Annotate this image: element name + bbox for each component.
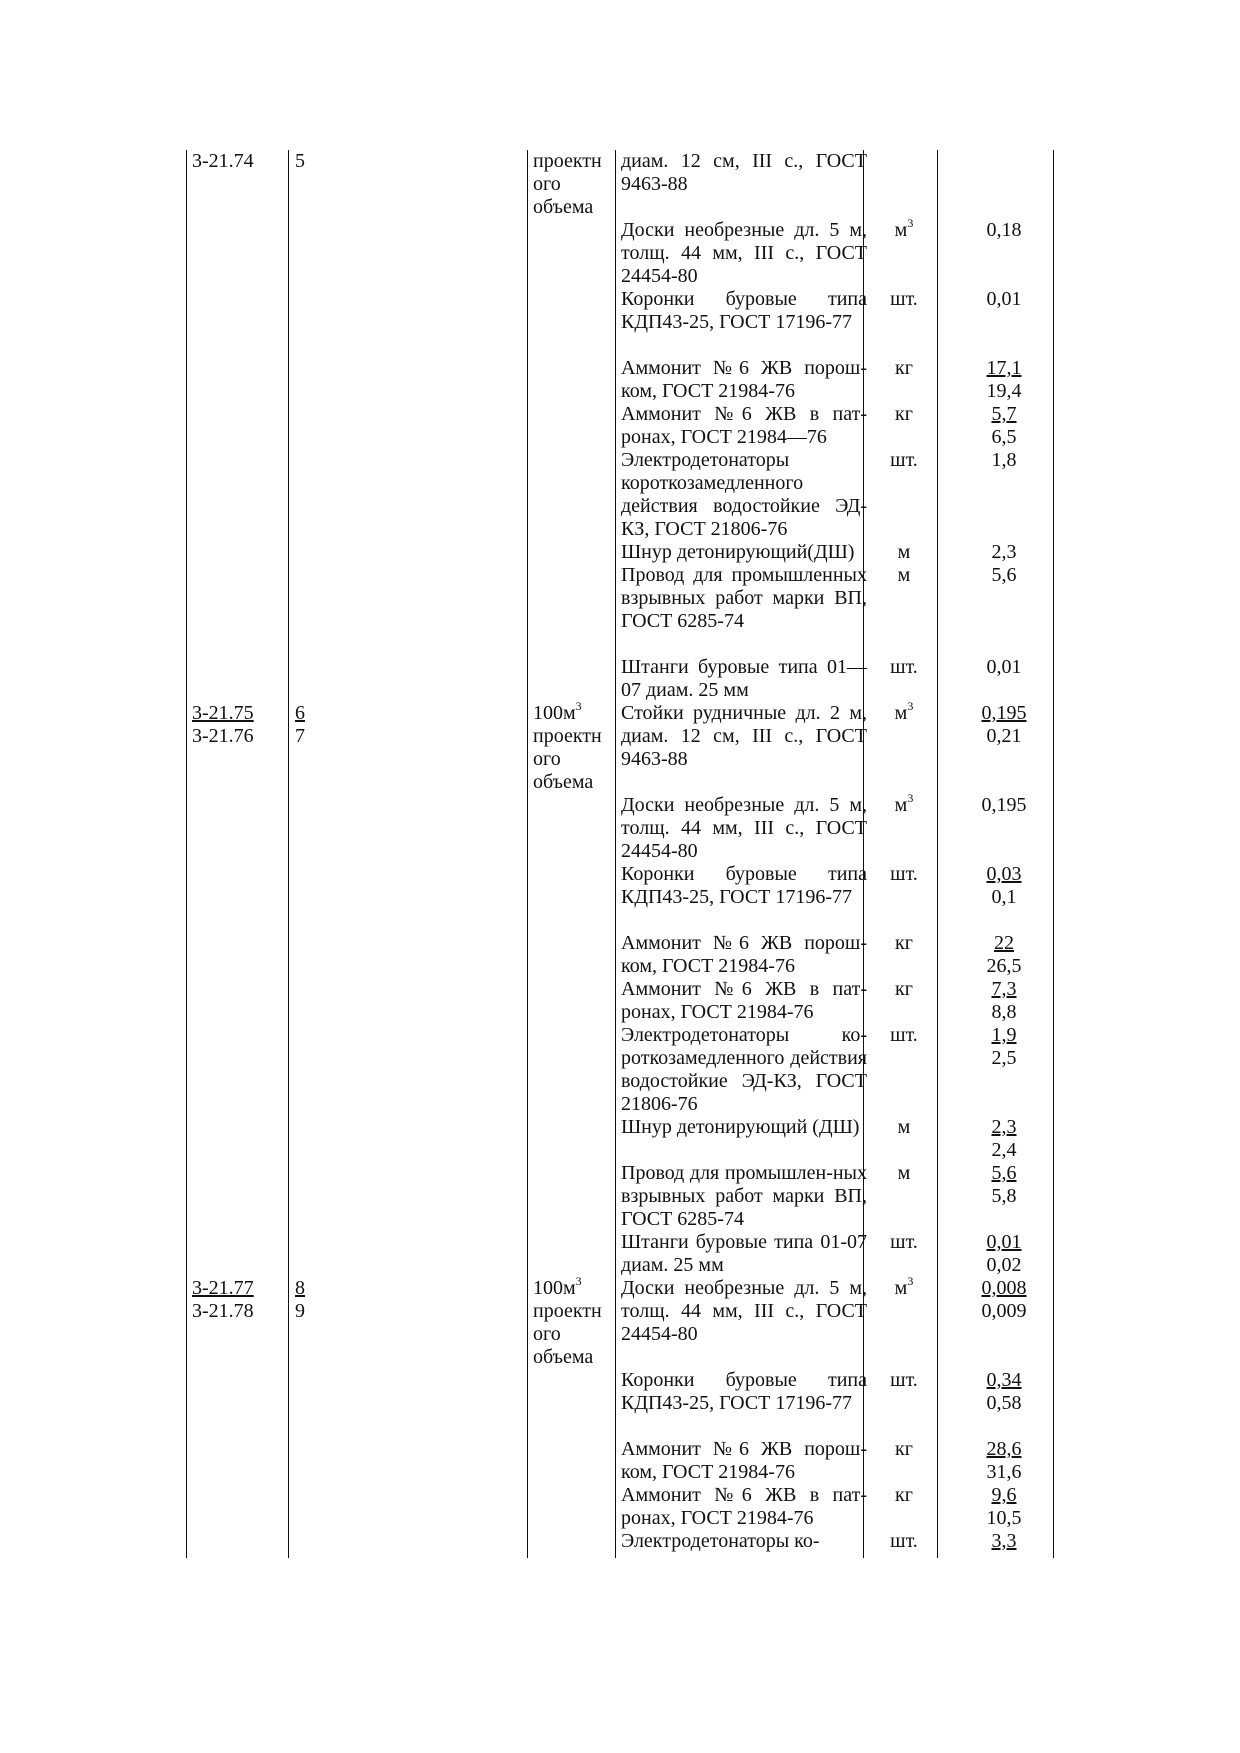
material-description: Коронки буровые типа КДП43-25, ГОСТ 17196-77	[621, 288, 867, 333]
material-quantity	[944, 403, 1064, 449]
measure-unit-text: проектн	[533, 150, 602, 172]
quantity-value: 0,195	[981, 794, 1027, 816]
quantity-value: 0,03	[986, 863, 1022, 885]
table-divider	[527, 150, 528, 1558]
table-divider	[288, 150, 289, 1558]
material-description: Аммонит №6 ЖВ порош-ком, ГОСТ 21984-76	[621, 932, 867, 977]
material-unit: шт.	[890, 863, 918, 885]
unit-superscript: 3	[575, 699, 582, 713]
material-unit	[870, 1274, 938, 1300]
material-description: Доски необрезные дл. 5 м, толщ. 44 мм, III с., ГОСТ 24454-80	[621, 794, 867, 862]
material-quantity	[944, 794, 1064, 817]
material-quantity	[944, 564, 1064, 587]
quantity-value: 5,6	[991, 1162, 1017, 1184]
unit-superscript: 3	[907, 216, 914, 230]
material-description: Электродетонаторы короткозамедленного действия водостойкие ЭД-КЗ, ГОСТ 21806-76	[621, 449, 867, 540]
material-quantity	[944, 1277, 1064, 1323]
material-description: Коронки буровые типа КДП43-25, ГОСТ 17196-77	[621, 863, 867, 908]
row-number-cell	[295, 702, 355, 748]
quantity-value: 5,7	[991, 403, 1017, 425]
material-quantity	[944, 1484, 1064, 1530]
quantity-value: 9,6	[991, 1484, 1017, 1506]
quantity-value: 17,1	[986, 357, 1022, 379]
unit-superscript: 3	[907, 699, 914, 713]
norm-code: 3-21.74	[192, 150, 254, 172]
material-description: Шнур детонирующий(ДШ)	[621, 541, 855, 563]
material-unit: кг	[895, 978, 913, 1000]
material-unit	[870, 791, 938, 817]
norm-code: 3-21.75	[192, 702, 254, 724]
measure-unit-cell	[533, 1274, 613, 1369]
material-unit	[870, 216, 938, 242]
measure-unit-text	[533, 699, 613, 725]
material-description: Аммонит №6 ЖВ порош-ком, ГОСТ 21984-76	[621, 1438, 867, 1483]
quantity-value: 2,3	[991, 541, 1017, 563]
material-unit: м	[897, 1162, 911, 1184]
material-unit: м	[897, 564, 911, 586]
unit-superscript: 3	[907, 1274, 914, 1288]
material-unit: шт.	[890, 1369, 918, 1391]
material-description: Доски необрезные дл. 5 м, толщ. 44 мм, III с., ГОСТ 24454-80	[621, 219, 867, 287]
measure-unit-text: ого	[533, 1323, 561, 1345]
measure-unit-text	[533, 1274, 613, 1300]
material-quantity	[944, 656, 1064, 679]
quantity-value: 26,5	[986, 955, 1022, 977]
material-description: Провод для промышленных взрывных работ марки ВП, ГОСТ 6285-74	[621, 564, 867, 632]
quantity-value: 0,008	[981, 1277, 1027, 1299]
unit-superscript: 3	[575, 1274, 582, 1288]
material-description: Электродетонаторы ко-роткозамедленного действия водостойкие ЭД-КЗ, ГОСТ 21806-76	[621, 1024, 867, 1115]
material-quantity	[944, 449, 1064, 472]
material-description: Провод для промышлен-ных взрывных работ марки ВП, ГОСТ 6285-74	[621, 1162, 867, 1230]
material-quantity	[944, 288, 1064, 311]
material-quantity	[944, 1231, 1064, 1277]
quantity-value: 0,01	[986, 1231, 1022, 1253]
quantity-value: 0,21	[986, 725, 1022, 747]
material-unit: кг	[895, 403, 913, 425]
measure-unit-text: проектн	[533, 1300, 602, 1322]
table-divider	[615, 150, 616, 1558]
material-unit: шт.	[890, 1231, 918, 1253]
material-quantity	[944, 932, 1064, 978]
quantity-value: 0,195	[981, 702, 1027, 724]
quantity-value: 5,8	[991, 1185, 1017, 1207]
measure-unit-text: объема	[533, 196, 594, 218]
quantity-value: 22	[994, 932, 1014, 954]
quantity-value: 2,3	[991, 1116, 1017, 1138]
material-quantity	[944, 1438, 1064, 1484]
material-description: Аммонит №6 ЖВ порош-ком, ГОСТ 21984-76	[621, 357, 867, 402]
measure-unit-text: ого	[533, 173, 561, 195]
material-unit: шт.	[890, 1530, 918, 1552]
material-description: Стойки рудничные дл. 2 м, диам. 12 см, III с., ГОСТ 9463-88	[621, 702, 867, 770]
unit-text: м	[894, 702, 908, 724]
material-description: Коронки буровые типа КДП43-25, ГОСТ 17196-77	[621, 1369, 867, 1414]
table-border-left	[186, 150, 187, 1558]
quantity-value: 10,5	[986, 1507, 1022, 1529]
quantity-value: 0,18	[986, 219, 1022, 241]
material-unit: кг	[895, 1484, 913, 1506]
material-quantity	[944, 1024, 1064, 1070]
material-unit: шт.	[890, 1024, 918, 1046]
row-number-cell	[295, 150, 355, 173]
quantity-value: 8,8	[991, 1001, 1017, 1023]
norm-code-cell	[192, 702, 288, 748]
quantity-value: 6,5	[991, 426, 1017, 448]
material-unit: кг	[895, 1438, 913, 1460]
material-description: Штанги буровые типа 01-07 диам. 25 мм	[621, 1231, 867, 1276]
unit-superscript: 3	[907, 791, 914, 805]
quantity-value: 19,4	[986, 380, 1022, 402]
quantity-value: 5,6	[991, 564, 1017, 586]
material-quantity	[944, 1369, 1064, 1415]
row-number: 9	[295, 1300, 305, 1322]
material-unit	[870, 699, 938, 725]
material-unit: кг	[895, 357, 913, 379]
norm-code-cell	[192, 150, 288, 173]
material-quantity	[944, 978, 1064, 1024]
norm-code: 3-21.76	[192, 725, 254, 747]
unit-text: м	[894, 794, 908, 816]
norm-code-cell	[192, 1277, 288, 1323]
material-quantity	[944, 219, 1064, 242]
unit-text: м	[894, 219, 908, 241]
material-description: диам. 12 см, III с., ГОСТ 9463-88	[621, 150, 867, 195]
row-number: 7	[295, 725, 305, 747]
measure-unit-text: ого	[533, 748, 561, 770]
quantity-value: 3,3	[991, 1530, 1017, 1552]
quantity-value: 7,3	[991, 978, 1017, 1000]
material-quantity	[944, 863, 1064, 909]
quantity-value: 0,01	[986, 288, 1022, 310]
quantity-value: 0,01	[986, 656, 1022, 678]
quantity-value: 0,02	[986, 1254, 1022, 1276]
measure-unit-text: объема	[533, 1346, 594, 1368]
material-description: Электродетонаторы ко-	[621, 1530, 820, 1552]
material-unit: шт.	[890, 656, 918, 678]
quantity-value: 0,1	[991, 886, 1017, 908]
norm-code: 3-21.77	[192, 1277, 254, 1299]
unit-text: м	[894, 1277, 908, 1299]
quantity-value: 31,6	[986, 1461, 1022, 1483]
measure-unit-main: 100м	[533, 702, 576, 724]
material-unit: кг	[895, 932, 913, 954]
row-number-cell	[295, 1277, 355, 1323]
quantity-value: 1,8	[991, 449, 1017, 471]
measure-unit-text: проектн	[533, 725, 602, 747]
quantity-value: 0,009	[981, 1300, 1027, 1322]
material-description: Доски необрезные дл. 5 м, толщ. 44 мм, III с., ГОСТ 24454-80	[621, 1277, 867, 1345]
material-quantity	[944, 1530, 1064, 1553]
row-number: 8	[295, 1277, 305, 1299]
material-description: Аммонит №6 ЖВ в пат-ронах, ГОСТ 21984—76	[621, 403, 867, 448]
measure-unit-text: объема	[533, 771, 594, 793]
quantity-value: 2,5	[991, 1047, 1017, 1069]
quantity-value: 0,34	[986, 1369, 1022, 1391]
measure-unit-main: 100м	[533, 1277, 576, 1299]
material-description: Аммонит №6 ЖВ в пат-ронах, ГОСТ 21984-76	[621, 978, 867, 1023]
quantity-value: 28,6	[986, 1438, 1022, 1460]
quantity-value: 2,4	[991, 1139, 1017, 1161]
quantity-value: 1,9	[991, 1024, 1017, 1046]
row-number: 5	[295, 150, 305, 172]
material-quantity	[944, 702, 1064, 748]
material-quantity	[944, 541, 1064, 564]
material-unit: шт.	[890, 288, 918, 310]
material-quantity	[944, 1116, 1064, 1162]
norm-code: 3-21.78	[192, 1300, 254, 1322]
quantity-value: 0,58	[986, 1392, 1022, 1414]
material-unit: м	[897, 541, 911, 563]
material-description: Аммонит №6 ЖВ в пат-ронах, ГОСТ 21984-76	[621, 1484, 867, 1529]
material-quantity	[944, 357, 1064, 403]
row-number: 6	[295, 702, 305, 724]
material-description: Штанги буровые типа 01—07 диам. 25 мм	[621, 656, 867, 701]
material-unit: шт.	[890, 449, 918, 471]
material-unit: м	[897, 1116, 911, 1138]
measure-unit-cell	[533, 150, 613, 219]
measure-unit-cell	[533, 699, 613, 794]
material-description: Шнур детонирующий (ДШ)	[621, 1116, 860, 1138]
material-quantity	[944, 1162, 1064, 1208]
